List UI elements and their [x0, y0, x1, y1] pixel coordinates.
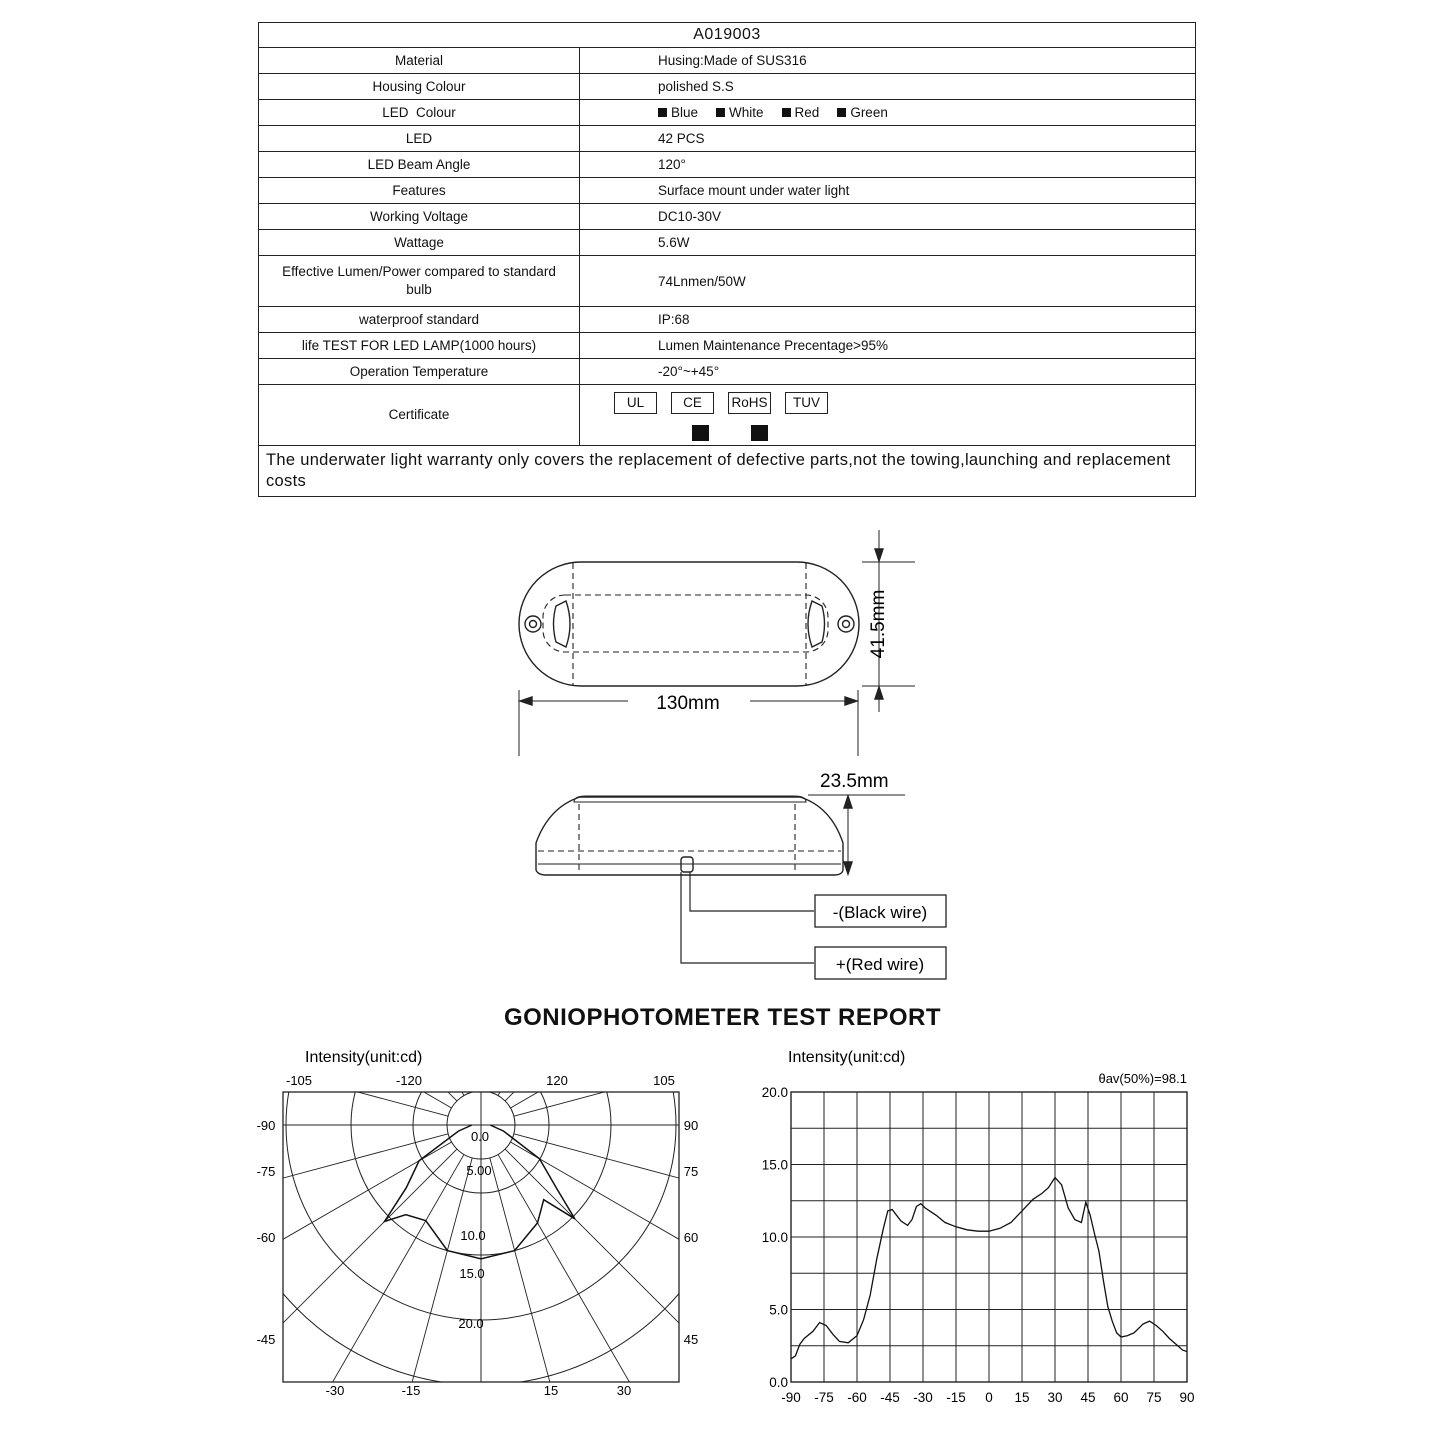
polar-angle-label: 120	[546, 1073, 568, 1088]
colour-option: Green	[837, 105, 888, 120]
polar-spoke	[505, 1149, 905, 1445]
spec-label: Operation Temperature	[259, 359, 580, 385]
x-tick-label: -45	[880, 1390, 900, 1405]
polar-spoke	[514, 1134, 1061, 1280]
polar-angle-label: -30	[325, 1383, 345, 1398]
colour-option: White	[716, 105, 764, 120]
side-view-drawing	[536, 795, 946, 979]
polar-spoke	[57, 701, 457, 1101]
x-tick-label: -75	[814, 1390, 834, 1405]
top-view-drawing	[519, 530, 915, 756]
mounting-hole-icon	[525, 616, 541, 632]
spec-value: 120°	[580, 152, 1196, 178]
polar-y-label: Intensity(unit:cd)	[305, 1049, 423, 1066]
spec-label: LED Beam Angle	[259, 152, 580, 178]
polar-angle-label: -15	[401, 1383, 421, 1398]
x-tick-label: 75	[1146, 1390, 1162, 1405]
height-dimension-label: 23.5mm	[820, 771, 889, 792]
polar-spoke	[510, 825, 1000, 1108]
x-tick-label: 15	[1014, 1390, 1030, 1405]
spec-value: 42 PCS	[580, 126, 1196, 152]
spec-value: DC10-30V	[580, 204, 1196, 230]
colour-option: Blue	[658, 105, 698, 120]
spec-value: 74Lnmen/50W	[580, 256, 1196, 307]
polar-angle-label: 45	[683, 1332, 699, 1347]
beam-angle-annotation: θav(50%)=98.1	[1098, 1071, 1187, 1086]
spec-label: LED Colour	[259, 100, 580, 126]
length-dimension-label: 130mm	[656, 693, 720, 714]
polar-angle-label: 60	[683, 1230, 699, 1245]
spec-label: Wattage	[259, 230, 580, 256]
warranty-note: The underwater light warranty only covers the replacement of defective parts,not the towing,launching and replacement costs	[259, 446, 1196, 497]
spec-label: life TEST FOR LED LAMP(1000 hours)	[259, 333, 580, 359]
spec-value: IP:68	[580, 307, 1196, 333]
polar-spoke	[57, 1149, 457, 1445]
spec-value: Lumen Maintenance Precentage>95%	[580, 333, 1196, 359]
spec-label: Working Voltage	[259, 204, 580, 230]
y-tick-label: 5.0	[769, 1302, 788, 1318]
y-tick-label: 0.0	[769, 1375, 788, 1390]
polar-angle-label: 15	[543, 1383, 559, 1398]
polar-angle-label: -105	[285, 1073, 313, 1088]
y-tick-label: 10.0	[761, 1230, 788, 1245]
polar-ring-label: 5.00	[466, 1163, 492, 1178]
x-tick-label: -60	[847, 1390, 867, 1405]
x-tick-label: -15	[946, 1390, 966, 1405]
x-tick-label: 30	[1047, 1390, 1063, 1405]
x-tick-label: 60	[1113, 1390, 1129, 1405]
x-tick-label: 0	[985, 1390, 993, 1405]
x-tick-label: -90	[781, 1390, 801, 1405]
red-wire-label: +(Red wire)	[835, 955, 925, 974]
polar-angle-label: -75	[256, 1164, 276, 1179]
model-number: A019003	[259, 23, 1196, 48]
y-tick-label: 20.0	[761, 1085, 788, 1100]
spec-label: Effective Lumen/Power compared to standard bulb	[259, 256, 580, 307]
polar-angle-label: 75	[683, 1164, 699, 1179]
mounting-hole-icon	[838, 616, 854, 632]
x-tick-label: -30	[913, 1390, 933, 1405]
side-housing-outline	[536, 797, 843, 875]
x-tick-label: 90	[1179, 1390, 1195, 1405]
spec-label: Housing Colour	[259, 74, 580, 100]
polar-angle-label: 105	[653, 1073, 675, 1088]
polar-angle-label: -120	[395, 1073, 423, 1088]
spec-label: Features	[259, 178, 580, 204]
spec-value: Husing:Made of SUS316	[580, 48, 1196, 74]
cert-badge-ce: CE	[671, 392, 714, 414]
polar-spoke	[0, 970, 448, 1116]
spec-value: 5.6W	[580, 230, 1196, 256]
black-wire-label: -(Black wire)	[832, 903, 928, 922]
cert-badge-ul: UL	[614, 392, 657, 414]
colour-option: Red	[782, 105, 820, 120]
polar-ring-label: 20.0	[458, 1316, 484, 1331]
polar-spoke	[0, 1134, 448, 1280]
y-tick-label: 15.0	[761, 1157, 788, 1173]
intensity-line-chart	[762, 1049, 1195, 1405]
black-wire-line	[690, 872, 814, 911]
polar-angle-label: 90	[683, 1118, 699, 1133]
polar-angle-label: -60	[256, 1230, 276, 1245]
polar-ring-label: 10.0	[460, 1228, 486, 1243]
polar-ring-label: 0.0	[470, 1129, 490, 1144]
polar-angle-label: -45	[256, 1332, 276, 1347]
polar-intensity-chart	[0, 525, 1081, 1445]
polar-spoke	[498, 1154, 781, 1445]
x-tick-label: 45	[1080, 1390, 1096, 1405]
spec-label: Material	[259, 48, 580, 74]
line-chart-y-label: Intensity(unit:cd)	[788, 1049, 906, 1066]
cert-badge-tuv: TUV	[785, 392, 828, 414]
certificate-label: Certificate	[259, 385, 580, 446]
spec-value: Surface mount under water light	[580, 178, 1196, 204]
cert-badge-rohs: RoHS	[728, 392, 771, 414]
polar-spoke	[181, 1154, 464, 1445]
report-title: GONIOPHOTOMETER TEST REPORT	[503, 1004, 942, 1031]
polar-ring-label: 15.0	[459, 1266, 485, 1281]
red-wire-line	[681, 872, 814, 963]
width-dimension-label: 41.5mm	[868, 589, 889, 659]
polar-spoke	[505, 701, 905, 1101]
housing-inner-dashed	[543, 595, 828, 652]
polar-angle-label: 30	[616, 1383, 632, 1398]
spec-label: waterproof standard	[259, 307, 580, 333]
spec-value: polished S.S	[580, 74, 1196, 100]
spec-value: -20°~+45°	[580, 359, 1196, 385]
spec-label: LED	[259, 126, 580, 152]
polar-angle-label: -90	[256, 1118, 276, 1133]
